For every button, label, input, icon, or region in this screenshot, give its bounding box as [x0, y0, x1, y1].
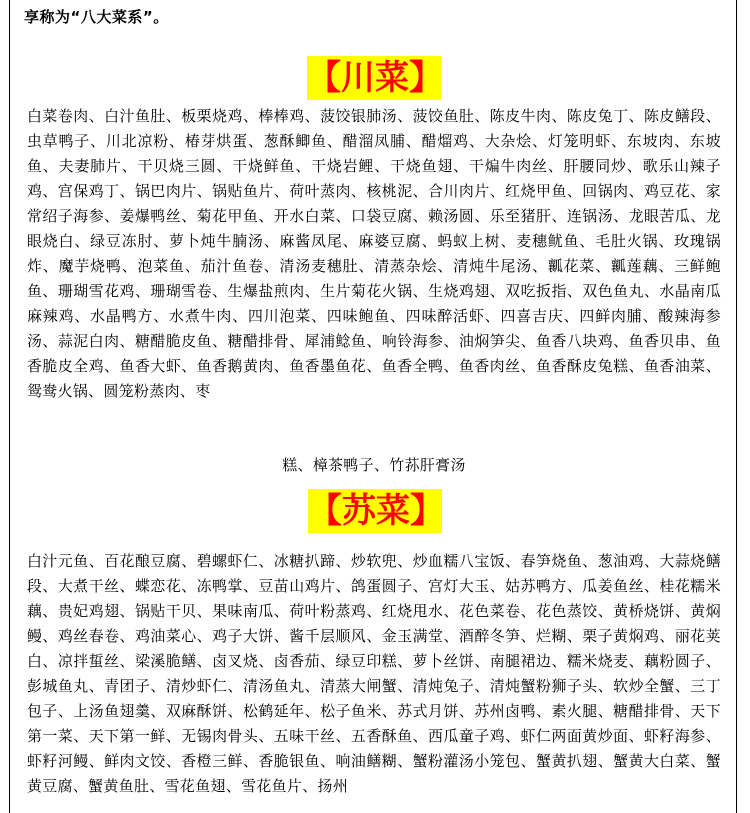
intro-text: 享称为“八大菜系”。 [24, 8, 169, 26]
chuan-dish-list-tail: 糕、樟茶鸭子、竹荪肝膏汤 [282, 456, 466, 474]
section-title-su: 【苏菜】 [308, 491, 444, 531]
section-title-chuan: 【川菜】 [307, 58, 443, 98]
chuan-dish-list: 白菜卷肉、白汁鱼肚、板栗烧鸡、棒棒鸡、菠饺银肺汤、菠饺鱼肚、陈皮牛肉、陈皮兔丁、陈皮鳝段、虫草鸭子、川北凉粉、椿芽烘蛋、葱酥鲫鱼、醋溜凤脯、醋熘鸡、大杂烩、灯笼明虾、东坡肉、东坡鱼、夫妻肺片、干贝烧三圆、干烧鲜鱼、干烧岩鲤、干烧鱼翅、干煸牛肉丝、肝腰同炒、歌乐山辣子鸡、宫保鸡丁、锅巴肉片、锅贴鱼片、荷叶蒸肉、核桃泥、合川肉片、红烧甲鱼、回锅肉、鸡豆花、家常绍子海参、姜爆鸭丝、菊花甲鱼、开水白菜、口袋豆腐、赖汤圆、乐至猪肝、连锅汤、龙眼苦瓜、龙眼烧白、绿豆冻肘、萝卜炖牛腩汤、麻酱凤尾、麻婆豆腐、蚂蚁上树、麦穗鱿鱼、毛肚火锅、玫瑰锅炸、魔芋烧鸭、泡菜鱼、茄汁鱼卷、清汤麦穗肚、清蒸杂烩、清炖牛尾汤、瓤花菜、瓤莲藕、三鲜鲍鱼、珊瑚雪花鸡、珊瑚雪卷、生爆盐煎肉、生片菊花火锅、生烧鸡翅、双吃扳指、双色鱼丸、水晶南瓜麻辣鸡、水晶鸭方、水煮牛肉、四川泡菜、四味鲍鱼、四味醉活虾、四喜吉庆、四鲜肉脯、酸辣海参汤、蒜泥白肉、糖醋脆皮鱼、糖醋排骨、犀浦鲶鱼、响铃海参、油焖笋尖、鱼香八块鸡、鱼香贝串、鱼香脆皮全鸡、鱼香大虾、鱼香鹅黄肉、鱼香墨鱼花、鱼香全鸭、鱼香肉丝、鱼香酥皮兔糕、鱼香油菜、鸳鸯火锅、圆笼粉蒸肉、枣 [27, 107, 721, 400]
su-dish-list: 白汁元鱼、百花酿豆腐、碧螺虾仁、冰糖扒蹄、炒软兜、炒血糯八宝饭、春笋烧鱼、葱油鸡、大蒜烧鳝段、大煮干丝、蝶恋花、冻鸭掌、豆苗山鸡片、鸽蛋圆子、宫灯大玉、姑苏鸭方、瓜姜鱼丝、桂花糯米藕、贵妃鸡翅、锅贴干贝、果味南瓜、荷叶粉蒸鸡、红烧甩水、花色菜卷、花色蒸饺、黄桥烧饼、黄焖鳗、鸡丝春卷、鸡油菜心、鸡子大饼、酱千层顺风、金玉满堂、酒醉冬笋、烂糊、栗子黄焖鸡、丽花荚白、凉拌蜇丝、梁溪脆鳝、卤叉烧、卤香茄、绿豆印糕、萝卜丝饼、南腿裙边、糯米烧麦、藕粉圆子、彭城鱼丸、青团子、清炒虾仁、清汤鱼丸、清蒸大闸蟹、清炖兔子、清炖蟹粉狮子头、软炒全蟹、三丁包子、上汤鱼翅羹、双麻酥饼、松鹤延年、松子鱼米、苏式月饼、苏州卤鸭、素火腿、糖醋排骨、天下第一菜、天下第一鲜、无锡肉骨头、五味干丝、五香酥鱼、西瓜童子鸡、虾仁两面黄炒面、虾籽海参、虾籽河鳗、鲜肉文饺、香橙三鲜、香脆银鱼、响油鳝糊、蟹粉灌汤小笼包、蟹黄扒翅、蟹黄大白菜、蟹黄豆腐、蟹黄鱼肚、雪花鱼翅、雪花鱼片、扬州 [27, 552, 721, 795]
